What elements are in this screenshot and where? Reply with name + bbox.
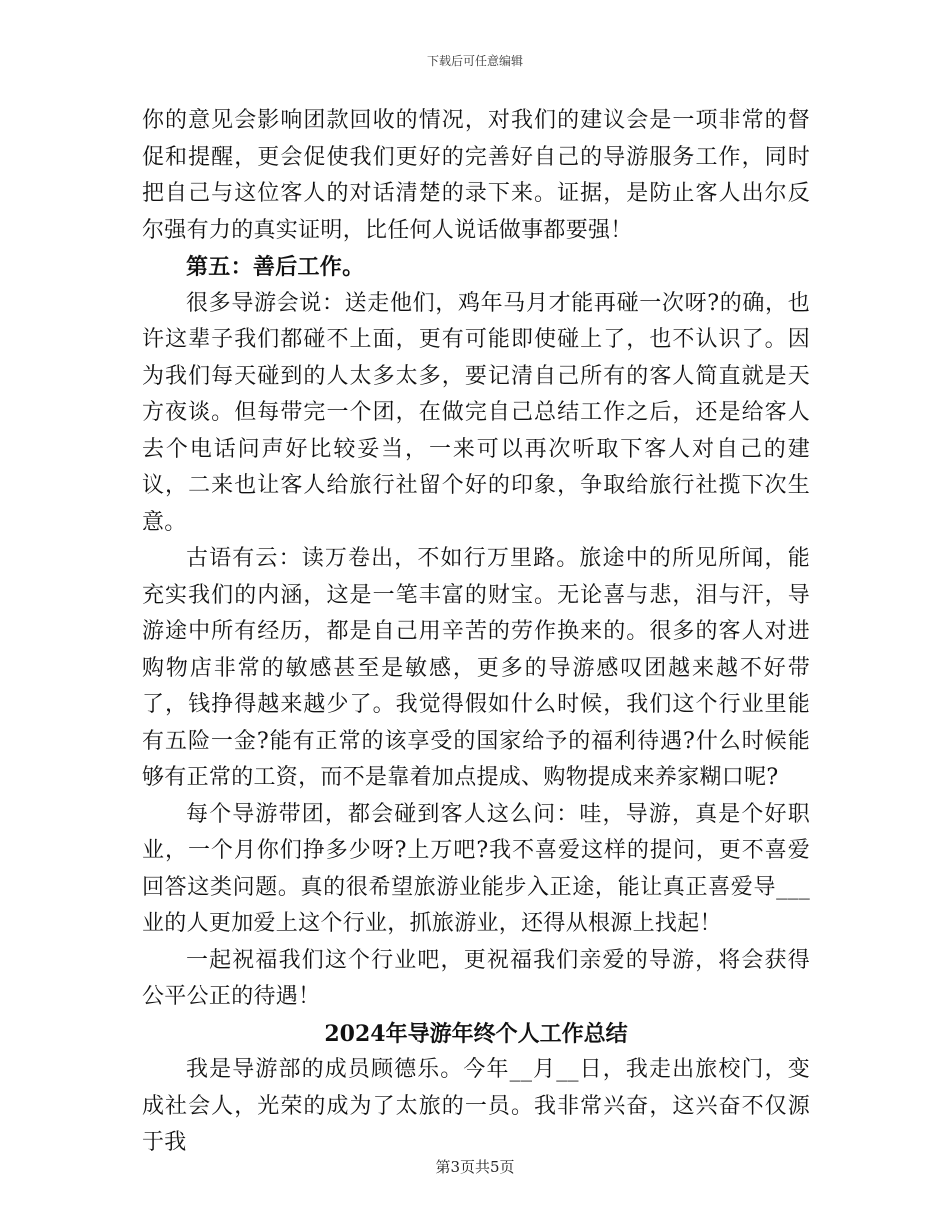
paragraph-blessing: 一起祝福我们这个行业吧，更祝福我们亲爱的导游，将会获得公平公正的待遇！ [142,947,810,1009]
paragraph-intro: 我是导游部的成员顾德乐。今年__月__日，我走出旅校门，变成社会人，光荣的成为了太旅的一员。我非常兴奋，这兴奋不仅源于我 [142,1057,810,1155]
section-heading-five: 第五：善后工作。 [186,254,365,280]
document-title: 2024年导游年终个人工作总结 [324,1020,628,1047]
document-body [142,103,810,1162]
page-footer: 第3页共5页 [435,1158,515,1176]
paragraph-continuation: 你的意见会影响团款回收的情况，对我们的建议会是一项非常的督促和提醒，更会促使我们更好的完善好自己的导游服务工作，同时把自己与这位客人的对话清楚的录下来。证据，是防止客人出尔反尔强有力的真实证明，比任何人说话做事都要强！ [142,108,810,243]
paragraph-follow-up: 很多导游会说：送走他们，鸡年马月才能再碰一次呀?的确，也许这辈子我们都碰不上面，更有可能即使碰上了，也不认识了。因为我们每天碰到的人太多太多，要记清自己所有的客人简直就是天方夜谈。但每带完一个团，在做完自己总结工作之后，还是给客人去个电话问声好比较妥当，一来可以再次听取下客人对自己的建议，二来也让客人给旅行社留个好的印象，争取给旅行社揽下次生意。 [142,290,810,535]
paragraph-travel-experience: 古语有云：读万卷出，不如行万里路。旅途中的所见所闻，能充实我们的内涵，这是一笔丰富的财宝。无论喜与悲，泪与汗，导游途中所有经历，都是自己用辛苦的劳作换来的。很多的客人对进购物店非常的敏感甚至是敏感，更多的导游感叹团越来越不好带了，钱挣得越来越少了。我觉得假如什么时候，我们这个行业里能有五险一金?能有正常的该享受的国家给予的福利待遇?什么时候能够有正常的工资，而不是靠着加点提成、购物提成来养家糊口呢? [142,546,810,790]
paragraph-guide-questions: 每个导游带团，都会碰到客人这么问：哇，导游，真是个好职业，一个月你们挣多少呀?上万吧?我不喜爱这样的提问，更不喜爱回答这类问题。真的很希望旅游业能步入正途，能让真正喜爱导___业的人更加爱上这个行业，抓旅游业，还得从根源上找起！ [142,801,810,936]
page-header: 下载后可任意编辑 [426,54,523,68]
